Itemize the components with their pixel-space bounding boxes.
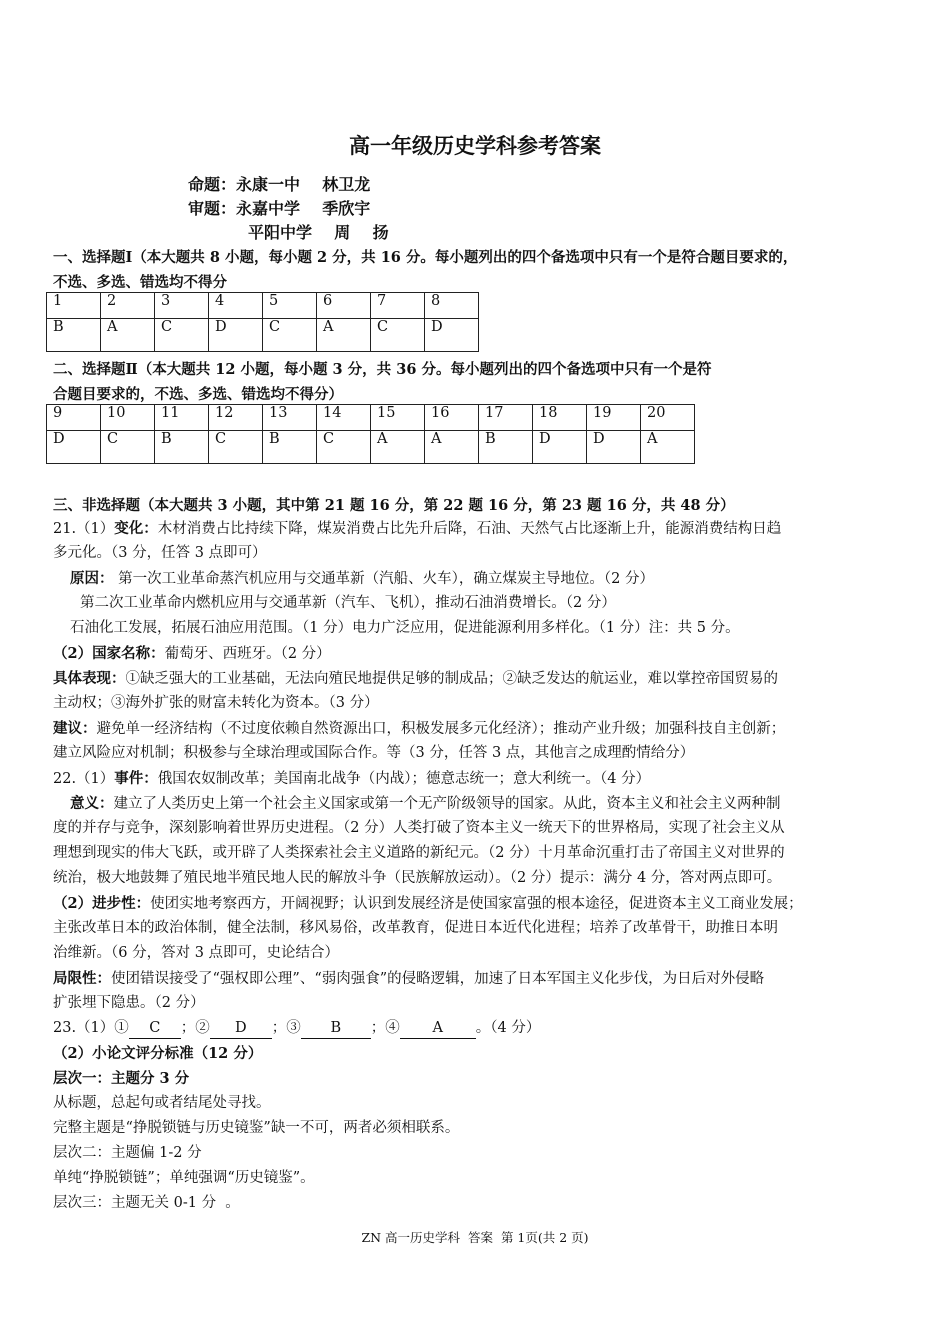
question-number: 10	[101, 405, 155, 431]
q23-part1-line	[53, 1019, 540, 1039]
answer-cell: D	[47, 431, 101, 464]
q22-significance-line3: 理想到现实的伟大飞跃，或开辟了人类探索社会主义道路的新纪元。（2 分）十月革命沉重打击了帝国主义对世界的	[53, 845, 785, 861]
q22-limitation-text: 使团错误接受了“强权即公理”、“弱肉强食”的侵略逻辑，加速了日本军国主义化步伐，为日后对外侵略	[111, 971, 765, 987]
answer-cell: D	[209, 319, 263, 352]
q22-significance-line2: 度的并存与竞争，深刻影响着世界历史进程。（2 分）人类打破了资本主义一统天下的世界格局，实现了社会主义从	[53, 820, 785, 836]
q22-limitation-label: 局限性：	[53, 970, 111, 987]
answer-table-2-number-row	[47, 405, 695, 431]
q23-blank-1: C	[129, 1019, 181, 1039]
q23-marker-1: ①	[114, 1020, 129, 1036]
q22-limitation-line1	[53, 969, 764, 989]
q23-essay-heading: （2）小论文评分标准（12 分）	[53, 1045, 263, 1062]
q23-level3-heading: 层次三：主题无关 0-1 分 。	[53, 1195, 240, 1211]
credit-value-1: 永康一中 林卫龙	[236, 175, 371, 194]
answer-cell: C	[263, 319, 317, 352]
q21-reason-line1	[70, 569, 654, 589]
section2-heading-line2: 合题目要求的，不选、多选、错选均不得分）	[53, 386, 343, 403]
question-number: 15	[371, 405, 425, 431]
q23-suffix: 。（4 分）	[475, 1020, 541, 1036]
question-number: 17	[479, 405, 533, 431]
q21-part2-line	[53, 644, 331, 664]
q22-progress-line2: 主张改革日本的政治体制，健全法制，移风易俗，改革教育，促进日本近代化进程；培养了改革骨干，助推日本明	[53, 920, 778, 936]
question-number: 16	[425, 405, 479, 431]
q22-significance-line1	[70, 794, 781, 814]
answer-cell: C	[155, 319, 209, 352]
answer-cell: A	[641, 431, 695, 464]
answer-cell: D	[425, 319, 479, 352]
q21-performance-text: ①缺乏强大的工业基础，无法向殖民地提供足够的制成品；②缺乏发达的航运业，难以掌控帝国贸易的	[125, 671, 778, 687]
q21-country-text: 葡萄牙、西班牙。（2 分）	[164, 646, 331, 662]
page-footer: ZN 高一历史学科 答案 第 1页(共 2 页)	[361, 1230, 589, 1245]
q21-performance-label: 具体表现：	[53, 670, 126, 687]
credit-line-1	[188, 172, 370, 195]
q23-marker-2: ；②	[180, 1020, 210, 1036]
answer-table-2-answer-row	[47, 431, 695, 464]
answer-cell: D	[533, 431, 587, 464]
section2-heading-line1: 二、选择题Ⅱ（本大题共 12 小题，每小题 3 分，共 36 分。每小题列出的四个备选项中只有一个是符	[53, 361, 712, 378]
q21-suggestion-label: 建议：	[53, 720, 97, 737]
answer-cell: C	[371, 319, 425, 352]
q23-marker-4: ；④	[370, 1020, 400, 1036]
question-number: 13	[263, 405, 317, 431]
answer-cell: C	[317, 431, 371, 464]
answer-table-1-number-row	[47, 293, 479, 319]
q23-prefix: 23.（1）	[53, 1020, 115, 1036]
section3-heading: 三、非选择题（本大题共 3 小题，其中第 21 题 16 分，第 22 题 16 分，第 23 题 16 分，共 48 分）	[53, 497, 735, 514]
answer-table-1	[46, 292, 479, 352]
question-number: 14	[317, 405, 371, 431]
answer-cell: D	[587, 431, 641, 464]
q21-suggestion-line1	[53, 719, 785, 739]
q21-part1-line2: 多元化。（3 分，任答 3 点即可）	[53, 545, 267, 561]
question-number: 8	[425, 293, 479, 319]
q22-event-label: 事件：	[114, 770, 158, 787]
q21-reason-line2: 第二次工业革命内燃机应用与交通革新（汽车、飞机），推动石油消费增长。（2 分）	[80, 595, 616, 611]
section1-heading-line1: 一、选择题Ⅰ（本大题共 8 小题，每小题 2 分，共 16 分。每小题列出的四个备选项中只有一个是符合题目要求的，	[53, 249, 798, 266]
q22-progress-line3: 治维新。（6 分，答对 3 点即可，史论结合）	[53, 945, 340, 961]
q21-suggestion-line2: 建立风险应对机制；积极参与全球治理或国际合作。等（3 分，任答 3 点，其他言之成理酌情给分）	[53, 745, 695, 761]
question-number: 5	[263, 293, 317, 319]
answer-table-1-answer-row	[47, 319, 479, 352]
q23-blank-4: A	[400, 1019, 476, 1039]
question-number: 1	[47, 293, 101, 319]
answer-cell: B	[263, 431, 317, 464]
q23-level2-heading: 层次二：主题偏 1-2 分	[53, 1145, 202, 1161]
question-number: 12	[209, 405, 263, 431]
q23-level1-line1: 从标题，总起句或者结尾处寻找。	[53, 1095, 271, 1111]
q23-level1-heading: 层次一：主题分 3 分	[53, 1070, 190, 1087]
credit-line-3: 平阳中学 周 扬	[248, 223, 389, 242]
q22-limitation-line2: 扩张埋下隐患。（2 分）	[53, 995, 205, 1011]
answer-cell: A	[425, 431, 479, 464]
page-title: 高一年级历史学科参考答案	[349, 133, 601, 158]
q21-suggestion-text: 避免单一经济结构（不过度依赖自然资源出口，积极发展多元化经济）；推动产业升级；加强科技自主创新；	[96, 721, 786, 737]
q21-reason-text: 第一次工业革命蒸汽机应用与交通革新（汽船、火车），确立煤炭主导地位。（2 分）	[113, 571, 654, 587]
q22-part1-line	[53, 769, 650, 789]
question-number: 9	[47, 405, 101, 431]
q21-reason-line3: 石油化工发展，拓展石油应用范围。（1 分）电力广泛应用，促进能源利用多样化。（1 分）注：共 5 分。	[70, 620, 740, 636]
q23-level2-line1: 单纯“挣脱锁链”；单纯强调“历史镜鉴”。	[53, 1170, 315, 1186]
answer-cell: A	[101, 319, 155, 352]
answer-cell: B	[155, 431, 209, 464]
q22-progress-text: 使团实地考察西方，开阔视野；认识到发展经济是使国家富强的根本途径，促进资本主义工商业发展；	[150, 896, 803, 912]
q22-significance-line4: 统治，极大地鼓舞了殖民地半殖民地人民的解放斗争（民族解放运动）。（2 分）提示：满分 4 分，答对两点即可。	[53, 870, 782, 886]
q22-progress-line1	[53, 894, 803, 914]
q23-marker-3: ；③	[271, 1020, 301, 1036]
answer-cell: C	[209, 431, 263, 464]
q21-performance-line1	[53, 669, 778, 689]
q22-significance-label: 意义：	[70, 795, 114, 812]
q22-event-text: 俄国农奴制改革；美国南北战争（内战）；德意志统一；意大利统一。（4 分）	[157, 771, 651, 787]
question-number: 2	[101, 293, 155, 319]
question-number: 11	[155, 405, 209, 431]
question-number: 4	[209, 293, 263, 319]
q21-change-text: 木材消费占比持续下降，煤炭消费占比先升后降，石油、天然气占比逐渐上升，能源消费结构日趋	[157, 521, 782, 537]
question-number: 20	[641, 405, 695, 431]
answer-table-2	[46, 404, 695, 464]
answer-cell: C	[101, 431, 155, 464]
q22-prefix: 22.（1）	[53, 771, 115, 787]
section1-heading-line2: 不选、多选、错选均不得分	[53, 274, 227, 291]
question-number: 7	[371, 293, 425, 319]
q23-level1-line2: 完整主题是“挣脱锁链与历史镜鉴”缺一不可，两者必须相联系。	[53, 1120, 460, 1136]
q21-prefix: 21.（1）	[53, 521, 115, 537]
q21-performance-line2: 主动权；③海外扩张的财富未转化为资本。（3 分）	[53, 695, 379, 711]
q21-change-label: 变化：	[114, 520, 158, 537]
q23-blank-2: D	[210, 1019, 272, 1039]
answer-cell: A	[317, 319, 371, 352]
answer-cell: B	[479, 431, 533, 464]
credit-value-2: 永嘉中学 季欣宇	[236, 199, 371, 218]
answer-cell: B	[47, 319, 101, 352]
q21-reason-label: 原因：	[70, 570, 114, 587]
credit-label-2: 审题：	[188, 199, 237, 218]
question-number: 6	[317, 293, 371, 319]
q22-significance-text: 建立了人类历史上第一个社会主义国家或第一个无产阶级领导的国家。从此，资本主义和社会主义两种制	[113, 796, 781, 812]
credit-label-1: 命题：	[188, 175, 237, 194]
question-number: 19	[587, 405, 641, 431]
q23-blank-3: B	[301, 1019, 371, 1039]
q21-country-label: （2）国家名称：	[53, 645, 165, 662]
question-number: 18	[533, 405, 587, 431]
answer-cell: A	[371, 431, 425, 464]
q21-part1-line1	[53, 519, 781, 539]
credit-line-2	[188, 196, 370, 219]
q22-progress-label: （2）进步性：	[53, 895, 151, 912]
question-number: 3	[155, 293, 209, 319]
